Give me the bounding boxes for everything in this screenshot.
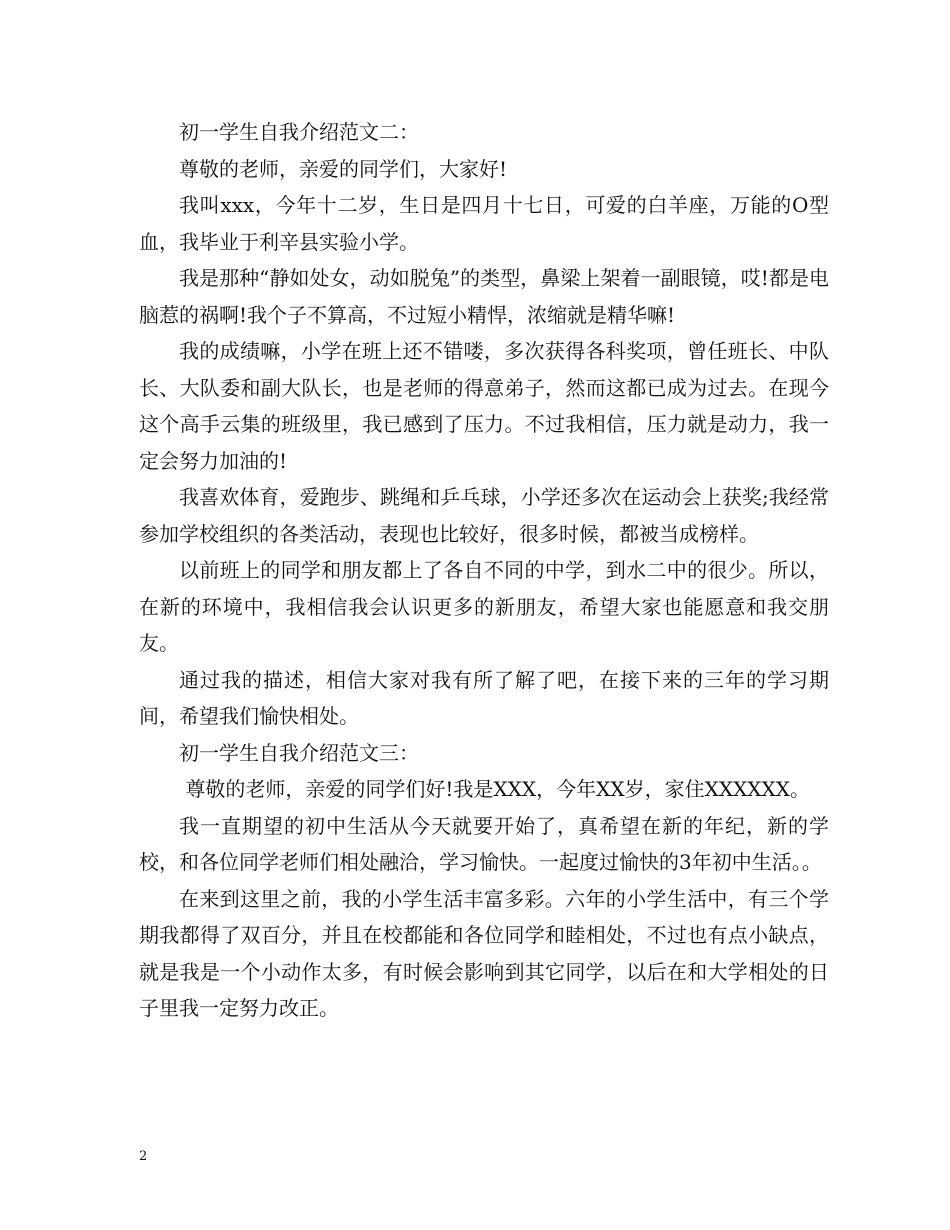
- paragraph-basic-info: 我叫xxx，今年十二岁，生日是四月十七日，可爱的白羊座，万能的O型血，我毕业于利辛县实验小学。: [139, 193, 829, 254]
- paragraph-greeting-three: 尊敬的老师，亲爱的同学们好!我是XXX，今年XX岁，家住XXXXXX。: [179, 777, 811, 801]
- section-heading-sample-two: 初一学生自我介绍范文二：: [179, 120, 419, 144]
- paragraph-expectations: 我一直期望的初中生活从今天就要开始了，真希望在新的年纪，新的学校，和各位同学老师们相处融洽，学习愉快。一起度过愉快的3年初中生活。。: [139, 813, 829, 874]
- paragraph-greeting: 尊敬的老师，亲爱的同学们，大家好!: [179, 156, 508, 181]
- paragraph-primary-school: 在来到这里之前，我的小学生活丰富多彩。六年的小学生活中，有三个学期我都得了双百分，并且在校都能和各位同学和睦相处，不过也有点小缺点，就是我是一个小动作太多，有时候会影响到其它同学，以后在和大学相处的日子里我一定努力改正。: [139, 886, 829, 1020]
- paragraph-friends: 以前班上的同学和朋友都上了各自不同的中学，到水二中的很少。所以，在新的环境中，我相信我会认识更多的新朋友，希望大家也能愿意和我交朋友。: [139, 558, 829, 655]
- paragraph-grades: 我的成绩嘛，小学在班上还不错喽，多次获得各科奖项，曾任班长、中队长、大队委和副大队长，也是老师的得意弟子，然而这都已成为过去。在现今这个高手云集的班级里，我已感到了压力。不过我相信，压力就是动力，我一定会努力加油的!: [139, 339, 829, 473]
- paragraph-closing: 通过我的描述，相信大家对我有所了解了吧，在接下来的三年的学习期间，希望我们愉快相处。: [139, 667, 829, 728]
- document-body: [139, 114, 829, 1027]
- paragraph-hobbies: 我喜欢体育，爱跑步、跳绳和乒乓球，小学还多次在运动会上获奖;我经常参加学校组织的各类活动，表现也比较好，很多时候，都被当成榜样。: [139, 485, 829, 546]
- section-heading-sample-three: 初一学生自我介绍范文三：: [179, 740, 419, 765]
- paragraph-personality: 我是那种“静如处女，动如脱兔”的类型，鼻梁上架着一副眼镜，哎!都是电脑惹的祸啊!我个子不算高，不过短小精悍，浓缩就是精华嘛!: [139, 266, 829, 327]
- page-number: 2: [139, 1149, 148, 1164]
